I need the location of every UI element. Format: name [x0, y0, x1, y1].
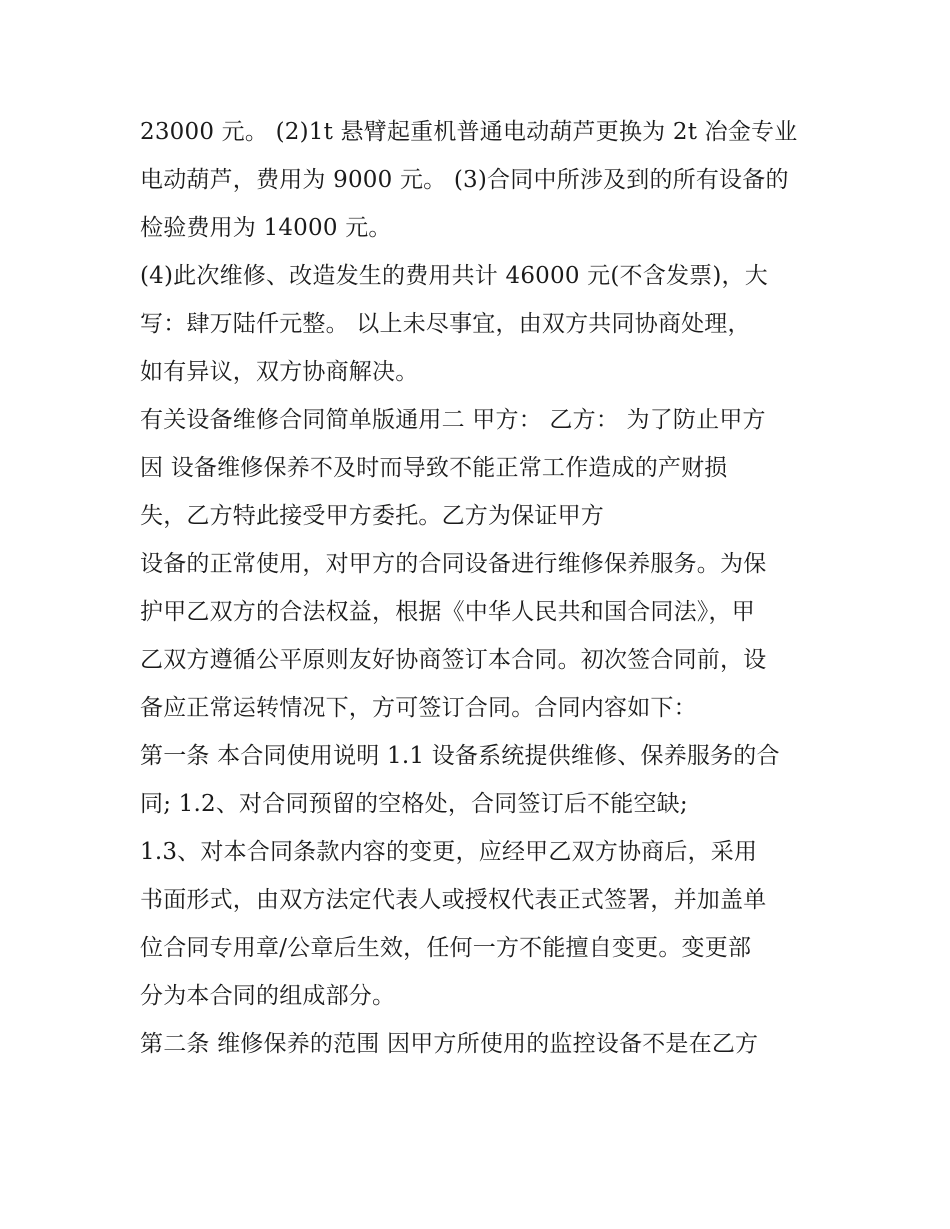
- text-line: 第二条 维修保养的范围 因甲方所使用的监控设备不是在乙方: [140, 1031, 759, 1057]
- text-line: 书面形式，由双方法定代表人或授权代表正式签署，并加盖单: [140, 887, 767, 913]
- text-line: 分为本合同的组成部分。: [140, 983, 396, 1009]
- text-line: 1.3、对本合同条款内容的变更，应经甲乙双方协商后，采用: [140, 839, 758, 865]
- document-body: [140, 112, 820, 1072]
- text-line: 检验费用为 14000 元。: [140, 215, 392, 241]
- text-line: 备应正常运转情况下，方可签订合同。合同内容如下：: [140, 695, 697, 721]
- text-line: 23000 元。 (2)1t 悬臂起重机普通电动葫芦更换为 2t 冶金专业: [140, 119, 798, 145]
- text-line: 同; 1.2、对合同预留的空格处，合同签订后不能空缺;: [140, 791, 688, 817]
- text-line: 如有异议，双方协商解决。: [140, 359, 419, 385]
- text-line: 失，乙方特此接受甲方委托。乙方为保证甲方: [140, 503, 604, 529]
- text-line: 位合同专用章/公章后生效，任何一方不能擅自变更。变更部: [140, 935, 752, 961]
- text-line: 电动葫芦，费用为 9000 元。 (3)合同中所涉及到的所有设备的: [140, 167, 789, 193]
- text-line: 因 设备维修保养不及时而导致不能正常工作造成的产财损: [140, 455, 728, 481]
- text-line: 写：肆万陆仟元整。 以上未尽事宜，由双方共同协商处理，: [140, 311, 751, 337]
- text-line: 有关设备维修合同简单版通用二 甲方： 乙方： 为了防止甲方: [140, 407, 766, 433]
- text-line: 第一条 本合同使用说明 1.1 设备系统提供维修、保养服务的合: [140, 743, 780, 769]
- text-line: (4)此次维修、改造发生的费用共计 46000 元(不含发票)，大: [140, 263, 768, 289]
- text-line: 护甲乙双方的合法权益，根据《中华人民共和国合同法》，甲: [140, 599, 755, 625]
- text-line: 设备的正常使用，对甲方的合同设备进行维修保养服务。为保: [140, 551, 767, 577]
- text-line: 乙双方遵循公平原则友好协商签订本合同。初次签合同前，设: [140, 647, 767, 673]
